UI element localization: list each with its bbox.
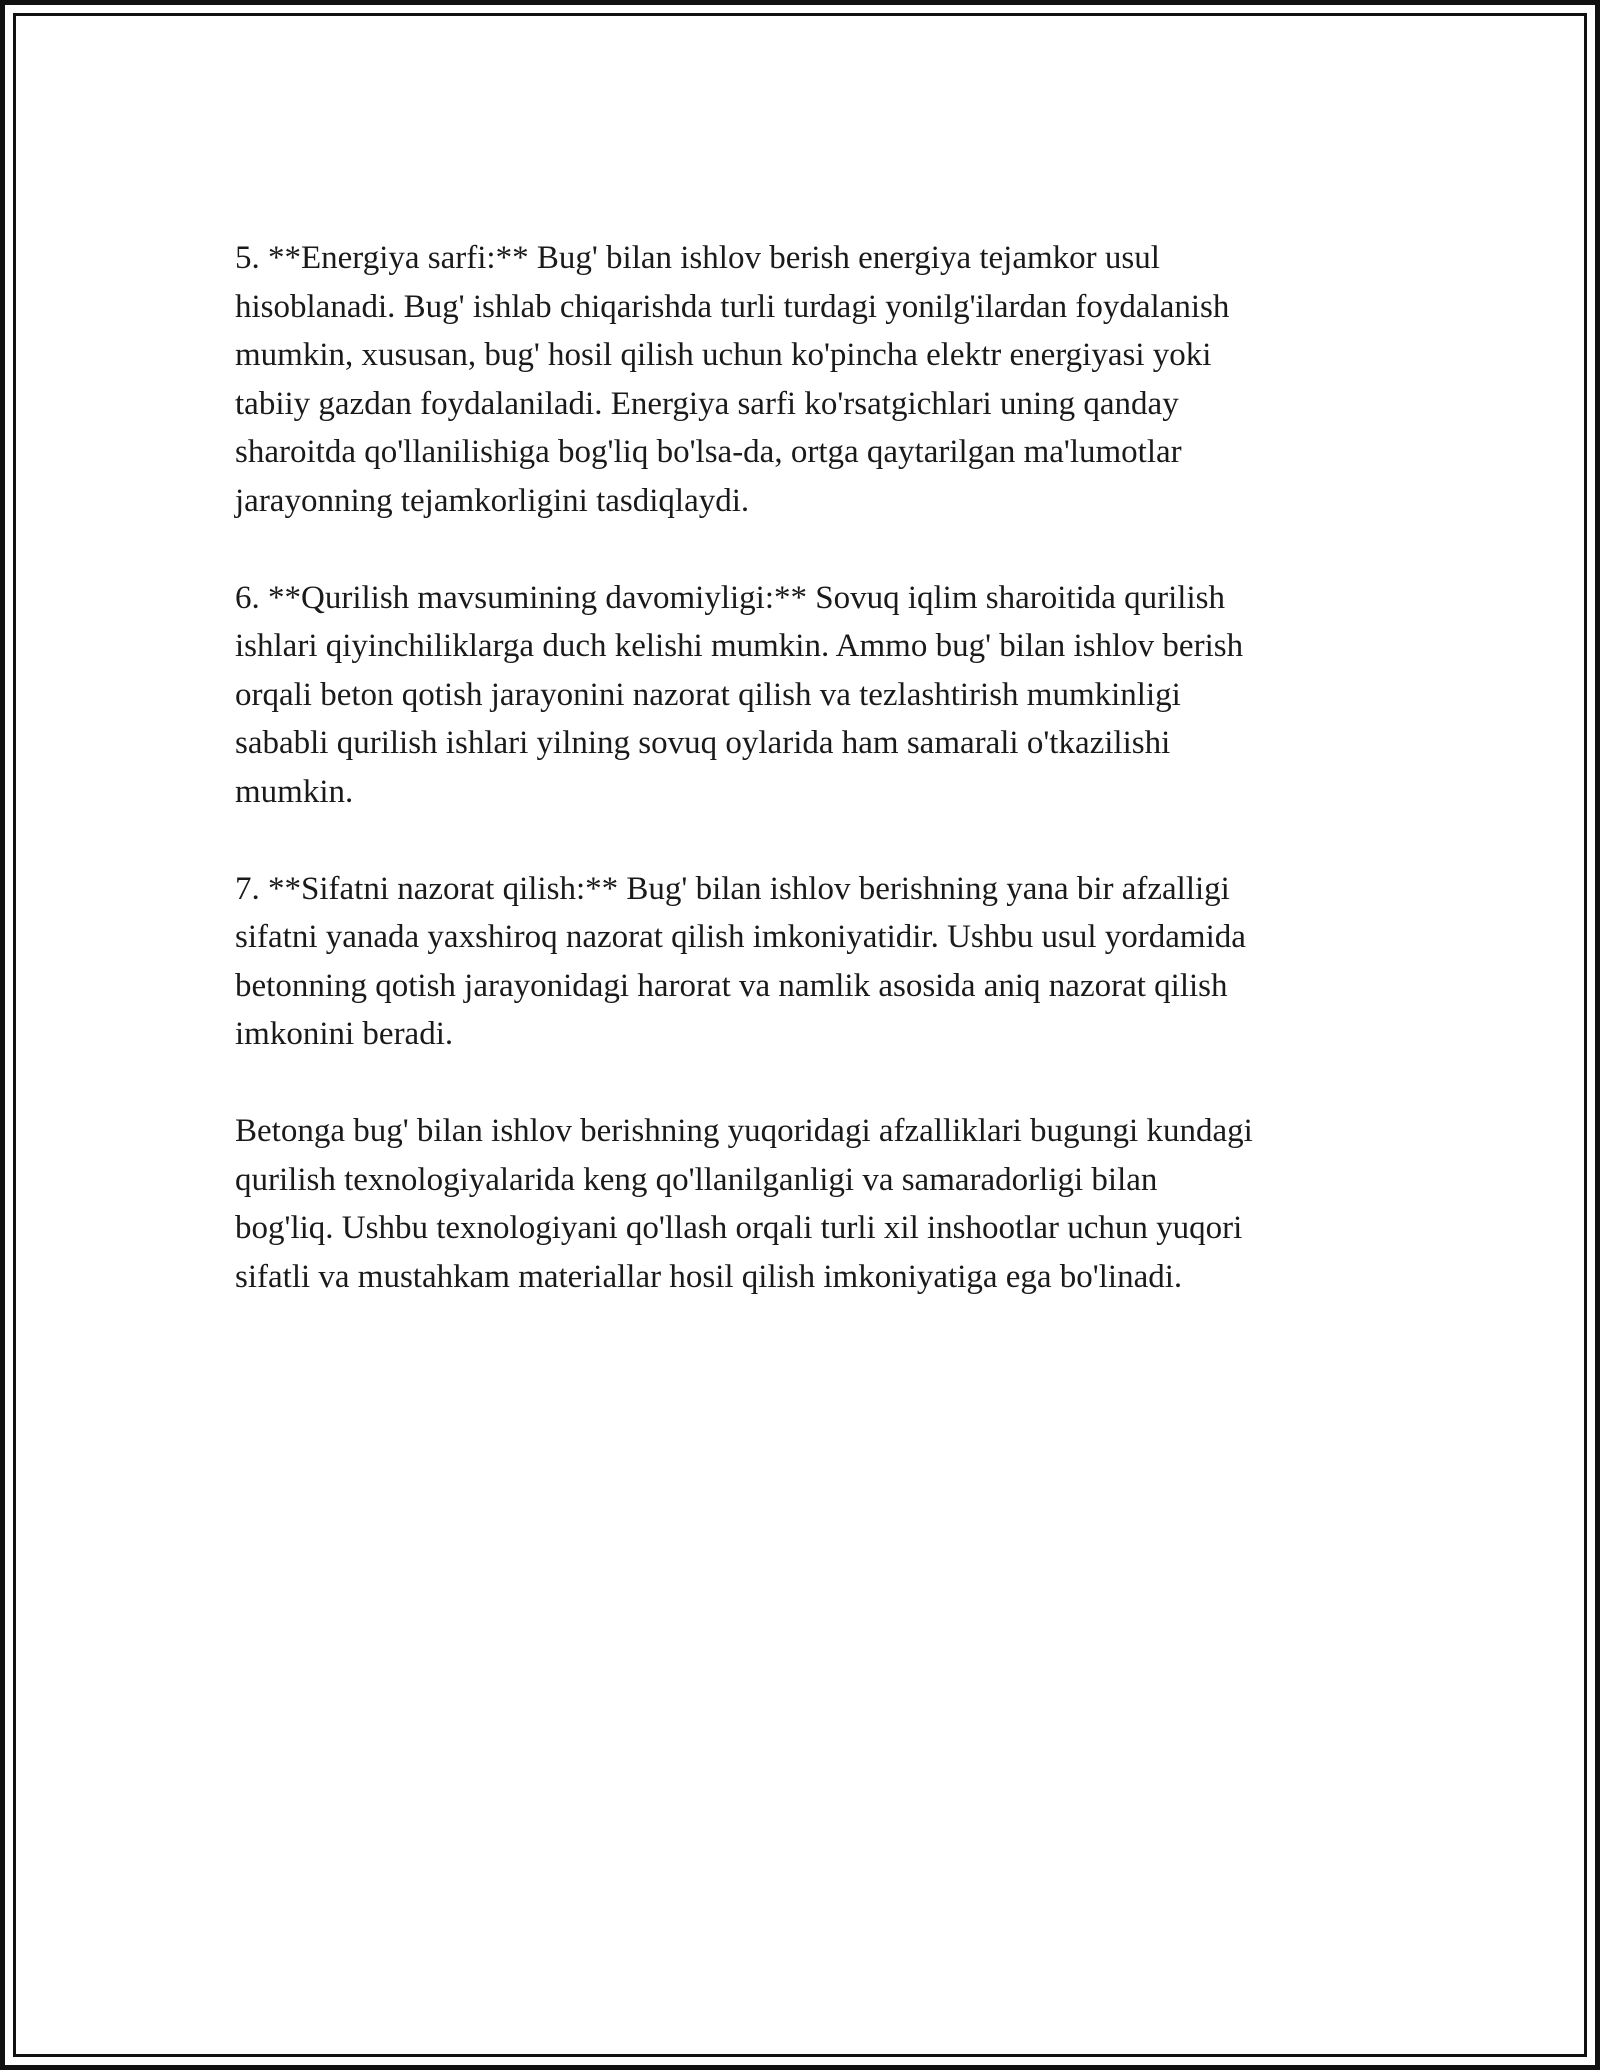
paragraph-construction-season: 6. **Qurilish mavsumining davomiyligi:** Sovuq iqlim sharoitida qurilish ishlari qiyinchiliklarga duch kelishi mumkin. Ammo bug' bilan ishlov berish orqali beton qotish jarayonini nazorat qilish va tezlashtirish mumkinligi sababli qurilish ishlari yilning sovuq oylarida ham samarali o'tkazilishi mumkin. xyxy=(235,579,1244,810)
document-body xyxy=(235,234,1385,1350)
paragraph-quality-control: 7. **Sifatni nazorat qilish:** Bug' bilan ishlov berishning yana bir afzalligi sifatni yanada yaxshiroq nazorat qilish imkoniyatidir. Ushbu usul yordamida betonning qotish jarayonidagi harorat va namlik asosida aniq nazorat qilish imkonini beradi. xyxy=(235,870,1246,1052)
paragraph-energy-consumption: 5. **Energiya sarfi:** Bug' bilan ishlov berish energiya tejamkor usul hisoblanadi. Bug' ishlab chiqarishda turli turdagi yonilg'ilardan foydalanish mumkin, xususan, bug' hosil qilish uchun ko'pincha elektr energiyasi yoki tabiiy gazdan foydalaniladi. Energiya sarfi ko'rsatgichlari uning qanday sharoitda qo'llanilishiga bog'liq bo'lsa-da, ortga qaytarilgan ma'lumotlar jarayonning tejamkorligini tasdiqlaydi. xyxy=(235,240,1230,519)
paragraph-conclusion: Betonga bug' bilan ishlov berishning yuqoridagi afzalliklari bugungi kundagi qurilish texnologiyalarida keng qo'llanilganligi va samaradorligi bilan bog'liq. Ushbu texnologiyani qo'llash orqali turli xil inshootlar uchun yuqori sifatli va mustahkam materiallar hosil qilish imkoniyatiga ega bo'linadi. xyxy=(235,1113,1253,1295)
